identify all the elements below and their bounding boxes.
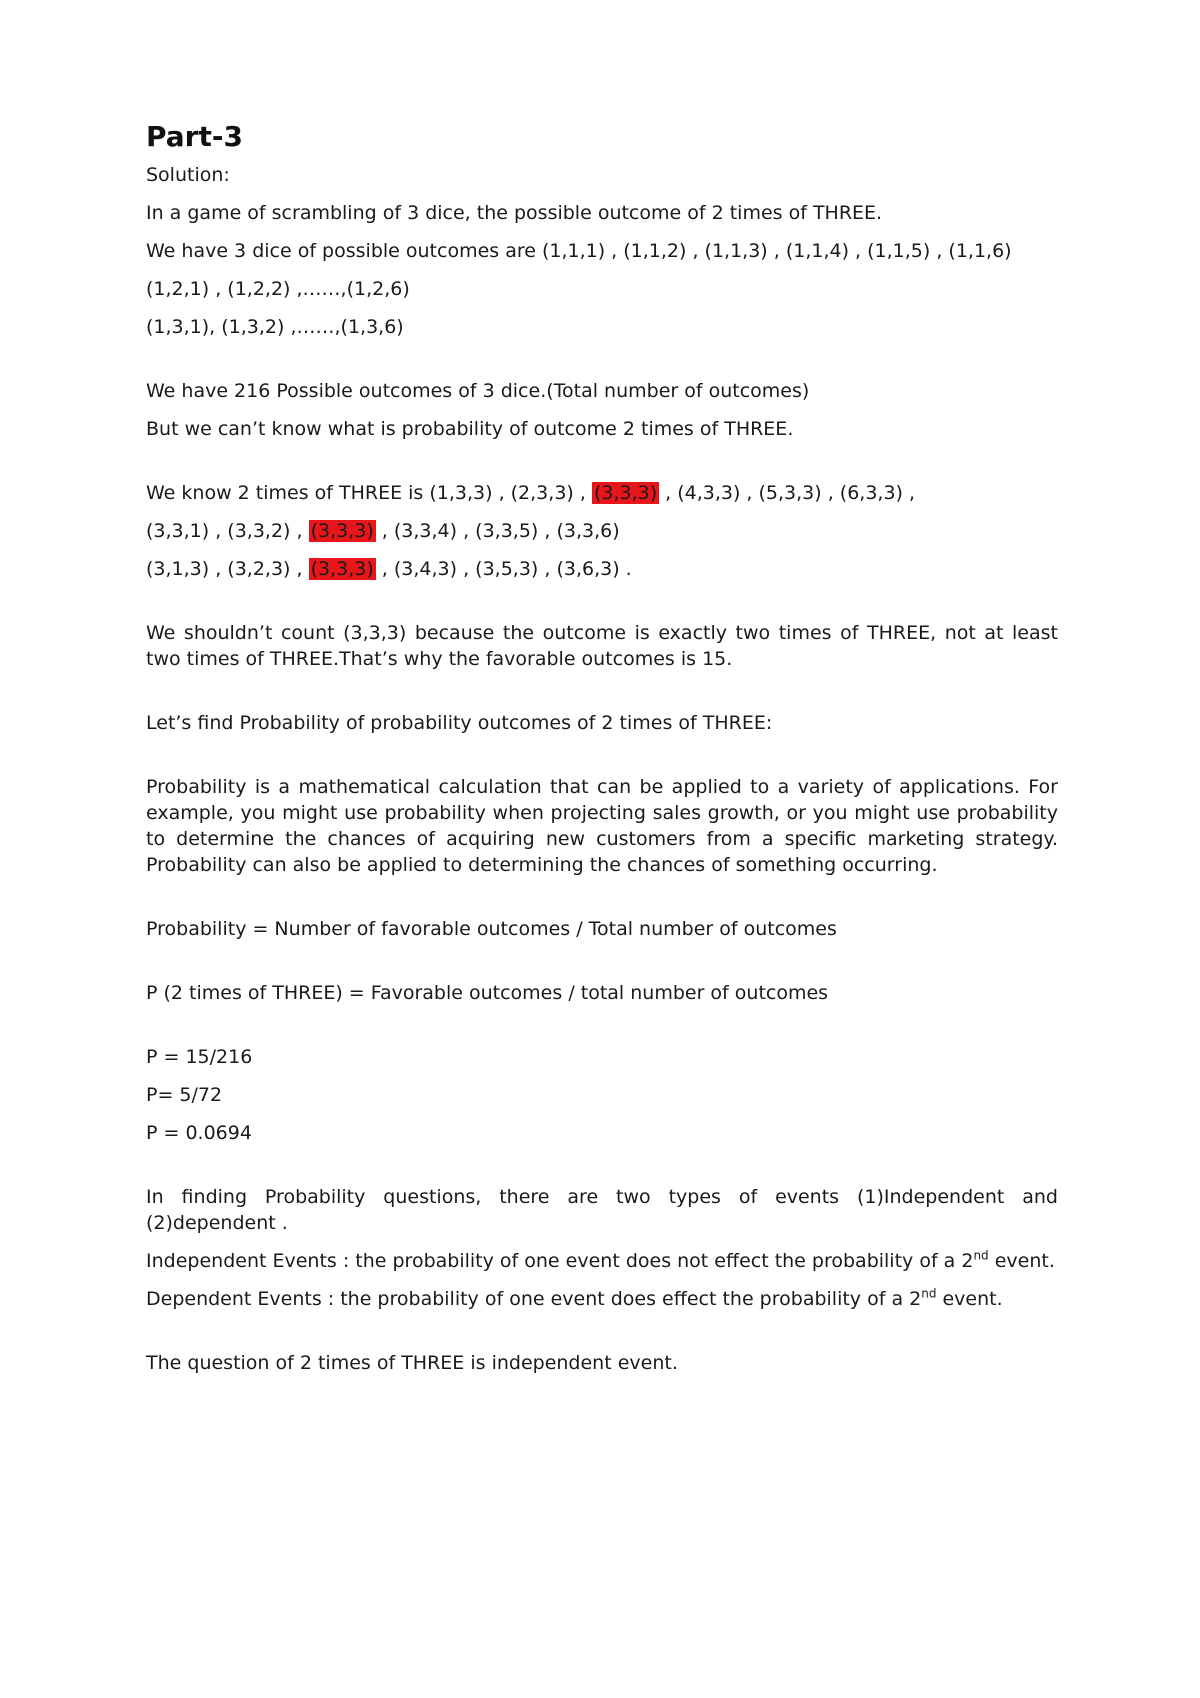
spacer bbox=[146, 1324, 1058, 1350]
outcomes-row-2: (1,2,1) , (1,2,2) ,……,(1,2,6) bbox=[146, 278, 410, 300]
highlighted-outcome: (3,3,3) bbox=[310, 558, 374, 580]
document-page bbox=[146, 120, 1058, 1388]
spacer bbox=[146, 1018, 1058, 1044]
find-probability-heading: Let’s find Probability of probability outcomes of 2 times of THREE: bbox=[146, 712, 773, 734]
formula-specific: P (2 times of THREE) = Favorable outcomes / total number of outcomes bbox=[146, 982, 829, 1004]
spacer bbox=[146, 890, 1058, 916]
dependent-text-end: event. bbox=[936, 1288, 1003, 1310]
independent-text: Independent Events : the probability of one event does not effect the probability of a 2 bbox=[146, 1250, 974, 1272]
conclusion: The question of 2 times of THREE is independent event. bbox=[146, 1352, 678, 1374]
three-row-2-before: (3,3,1) , (3,3,2) , bbox=[146, 520, 309, 542]
three-row-1 bbox=[146, 480, 1058, 506]
spacer bbox=[146, 954, 1058, 980]
spacer bbox=[146, 684, 1058, 710]
highlighted-outcome: (3,3,3) bbox=[593, 482, 658, 504]
page-title: Part-3 bbox=[146, 120, 243, 153]
three-row-2-after: , (3,3,4) , (3,3,5) , (3,3,6) bbox=[375, 520, 620, 542]
three-row-2 bbox=[146, 518, 1058, 544]
outcomes-row-3: (1,3,1), (1,3,2) ,……,(1,3,6) bbox=[146, 316, 404, 338]
event-types: In finding Probability questions, there are two types of events (1)Independent and (2)dependent . bbox=[146, 1186, 1058, 1234]
independent-events bbox=[146, 1248, 1058, 1274]
independent-text-end: event. bbox=[988, 1250, 1055, 1272]
spacer bbox=[146, 594, 1058, 620]
three-row-3-after: , (3,4,3) , (3,5,3) , (3,6,3) . bbox=[375, 558, 632, 580]
total-outcomes: We have 216 Possible outcomes of 3 dice.(Total number of outcomes) bbox=[146, 380, 810, 402]
dependent-text: Dependent Events : the probability of one event does effect the probability of a 2 bbox=[146, 1288, 922, 1310]
spacer bbox=[146, 748, 1058, 774]
three-row-1-after: , (4,3,3) , (5,3,3) , (6,3,3) , bbox=[659, 482, 916, 504]
ordinal-suffix: nd bbox=[921, 1286, 937, 1301]
outcomes-intro: We have 3 dice of possible outcomes are (1,1,1) , (1,1,2) , (1,1,3) , (1,1,4) , (1,1,5) , (1,1,6) bbox=[146, 240, 1012, 262]
unknown-probability: But we can’t know what is probability of outcome 2 times of THREE. bbox=[146, 418, 794, 440]
calc-step-3: P = 0.0694 bbox=[146, 1122, 252, 1144]
probability-definition: Probability is a mathematical calculation that can be applied to a variety of applications. For example, you might use probability when projecting sales growth, or you might use probability to determine the chances of acquiring new customers from a specific marketing strategy. Probability can also be applied to determining the chances of something occurring. bbox=[146, 776, 1058, 876]
three-row-3-before: (3,1,3) , (3,2,3) , bbox=[146, 558, 309, 580]
intro-paragraph: In a game of scrambling of 3 dice, the possible outcome of 2 times of THREE. bbox=[146, 202, 883, 224]
ordinal-suffix: nd bbox=[973, 1248, 989, 1263]
spacer bbox=[146, 454, 1058, 480]
calc-step-1: P = 15/216 bbox=[146, 1046, 253, 1068]
calc-step-2: P= 5/72 bbox=[146, 1084, 223, 1106]
three-row-3 bbox=[146, 556, 1058, 582]
exclusion-note: We shouldn’t count (3,3,3) because the outcome is exactly two times of THREE, not at least two times of THREE.That’s why the favorable outcomes is 15. bbox=[146, 622, 1058, 670]
spacer bbox=[146, 1158, 1058, 1184]
spacer bbox=[146, 352, 1058, 378]
formula-general: Probability = Number of favorable outcomes / Total number of outcomes bbox=[146, 918, 837, 940]
three-row-1-before: We know 2 times of THREE is (1,3,3) , (2,3,3) , bbox=[146, 482, 592, 504]
dependent-events bbox=[146, 1286, 1058, 1312]
highlighted-outcome: (3,3,3) bbox=[310, 520, 374, 542]
solution-label: Solution: bbox=[146, 164, 230, 186]
